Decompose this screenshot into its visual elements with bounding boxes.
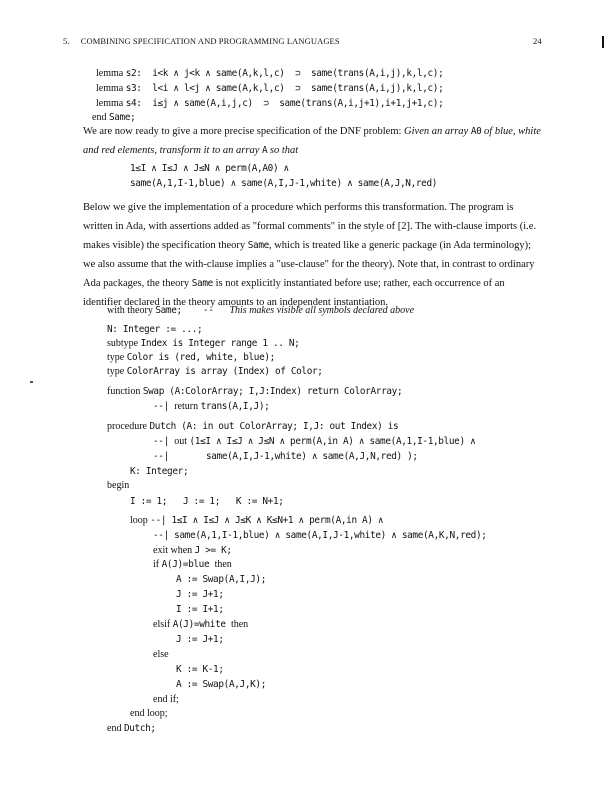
swap-j-k: A := Swap(A,J,K); (176, 679, 267, 690)
out-assertion-1: --| out (1≤I ∧ I≤J ∧ J≤N ∧ perm(A,in A) ∧ same(A,1,I-1,blue) ∧ (153, 436, 476, 447)
increment-j-2: J := J+1; (176, 634, 224, 645)
with-clause: with theory Same; -- This makes visible all symbols declared above (107, 305, 415, 316)
swap-i-j: A := Swap(A,I,J); (176, 574, 267, 585)
if-blue: if A(J)=blue then (153, 559, 232, 570)
subtype-index: subtype Index is Integer range 1 .. N; (107, 338, 300, 349)
page-number: 24 (533, 36, 542, 46)
dnf-spec-paragraph: We are now ready to give a more precise specification of the DNF problem: Given an array A0 of blue, white and red elements, transform it to an array A so that (83, 126, 541, 156)
exit-when: exit when J >= K; (153, 545, 232, 556)
end-loop: end loop; (130, 708, 168, 719)
initialization: I := 1; J := 1; K := N+1; (130, 496, 284, 507)
lemma-s2: lemma s2: i<k ∧ j<k ∧ same(A,k,l,c) ⊃ same(trans(A,i,j),k,l,c); (96, 68, 444, 79)
type-colorarray: type ColorArray is array (Index) of Color; (107, 366, 323, 377)
k-declaration: K: Integer; (130, 466, 189, 477)
decrement-k: K := K-1; (176, 664, 224, 675)
loop-invariant-2: --| same(A,1,I-1,blue) ∧ same(A,I,J-1,white) ∧ same(A,K,N,red); (153, 530, 487, 541)
begin-keyword: begin (107, 480, 130, 491)
scan-speck (30, 381, 33, 383)
type-color: type Color is (red, white, blue); (107, 352, 275, 363)
implementation-paragraph: Below we give the implementation of a procedure which performs this transformation. The program is written in Ada, with assertions added as "formal comments" in the style of [2]. The with-clause imports (i.e. makes visible) the specification theory Same, which is treated like a generic package (in Ada terminology); we also assume that the with-clause implies a "use-clause" for the theory). Note that, in contrast to ordinary Ada packages, the theory Same is not explicitly instantiated before use; rather, each occurrence of an identifier declared in the theory amounts to an independent instantiation. (83, 202, 537, 308)
section-header: 5. COMBINING SPECIFICATION AND PROGRAMMING LANGUAGES (63, 36, 340, 46)
else-keyword: else (153, 649, 169, 660)
increment-j-1: J := J+1; (176, 589, 224, 600)
spec-line-1: 1≤I ∧ I≤J ∧ J≤N ∧ perm(A,A0) ∧ (130, 163, 289, 174)
end-dutch: end Dutch; (107, 723, 156, 734)
lemma-s3: lemma s3: l<i ∧ l<j ∧ same(A,k,l,c) ⊃ same(trans(A,i,j),k,l,c); (96, 83, 444, 94)
loop-invariant-1: loop --| 1≤I ∧ I≤J ∧ J≤K ∧ K≤N+1 ∧ perm(A,in A) ∧ (130, 515, 384, 526)
swap-return-annotation: --| return trans(A,I,J); (153, 401, 270, 412)
lemma-s4: lemma s4: i≤j ∧ same(A,i,j,c) ⊃ same(trans(A,i,j+1),i+1,j+1,c); (96, 98, 444, 109)
end-same: end Same; (92, 112, 136, 123)
procedure-dutch: procedure Dutch (A: in out ColorArray; I,J: out Index) is (107, 421, 399, 432)
spec-line-2: same(A,1,I-1,blue) ∧ same(A,I,J-1,white) ∧ same(A,J,N,red) (130, 178, 438, 189)
n-declaration: N: Integer := ...; (107, 324, 203, 335)
out-assertion-2: --| same(A,I,J-1,white) ∧ same(A,J,N,red) ); (153, 451, 418, 462)
elsif-white: elsif A(J)=white then (153, 619, 249, 630)
end-if: end if; (153, 694, 179, 705)
function-swap: function Swap (A:ColorArray; I,J:Index) return ColorArray; (107, 386, 403, 397)
page-edge-mark (602, 36, 604, 48)
increment-i: I := I+1; (176, 604, 224, 615)
